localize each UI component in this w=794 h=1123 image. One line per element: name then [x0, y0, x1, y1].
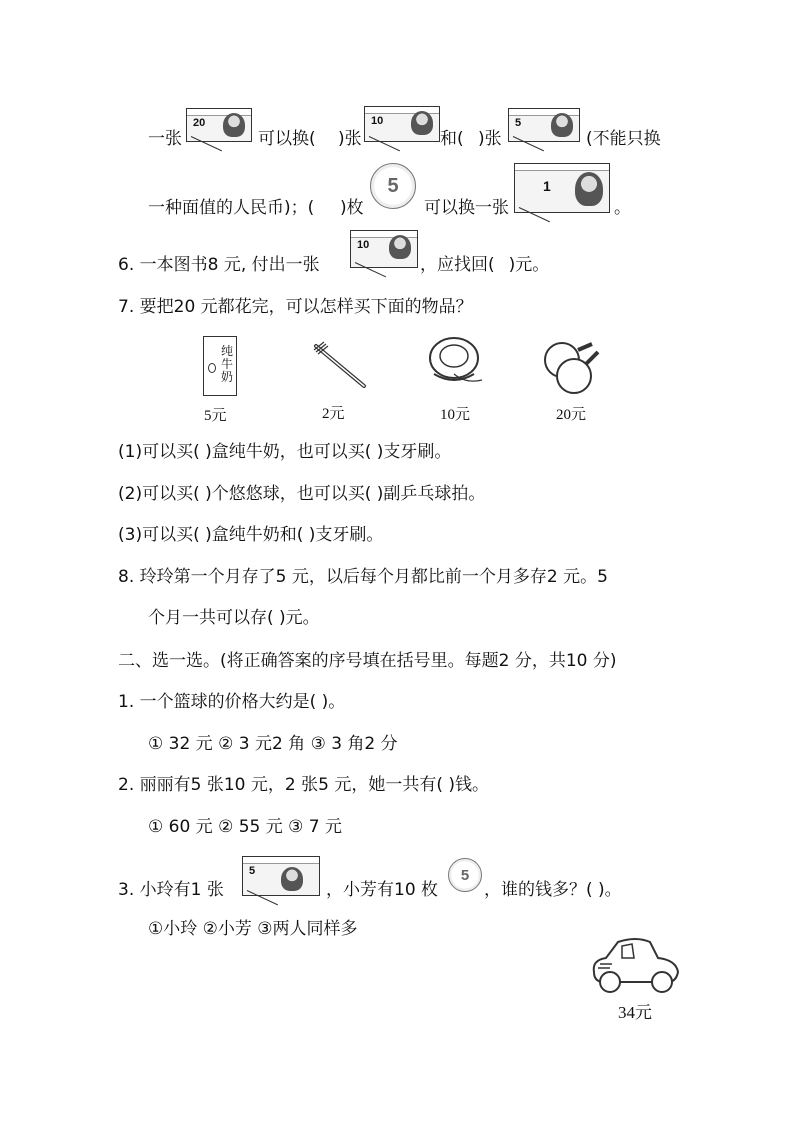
price-label: 20元	[556, 407, 587, 423]
price-label: 2元	[322, 406, 345, 422]
text-line: )张	[478, 129, 502, 149]
banknote-5-image: 5	[508, 108, 580, 142]
banknote-20-image: 20	[186, 108, 252, 142]
portrait-icon	[411, 111, 433, 135]
portrait-icon	[281, 867, 303, 891]
portrait-icon	[575, 172, 603, 206]
toothbrush-image	[310, 340, 370, 392]
car-price-label: 34元	[618, 1003, 652, 1022]
price-label: 5元	[204, 408, 227, 424]
question-8-cont: 个月一共可以存( )元。	[148, 608, 320, 628]
text-line: )枚	[340, 198, 364, 218]
text-line: )张	[338, 129, 362, 149]
banknote-1-image: 1	[514, 163, 610, 213]
banknote-10-image: 10	[350, 230, 418, 268]
text-line: 一张	[148, 129, 182, 149]
portrait-icon	[551, 113, 573, 137]
section-heading: 二、选一选。(将正确答案的序号填在括号里。每题2 分，共10 分)	[118, 651, 617, 671]
banknote-10-image: 10	[364, 106, 440, 142]
choice-options-1: ① 32 元 ② 3 元2 角 ③ 3 角2 分	[148, 734, 398, 754]
choice-question-1: 1. 一个篮球的价格大约是( )。	[118, 692, 346, 712]
choice-question-2: 2. 丽丽有5 张10 元，2 张5 元，她一共有( )钱。	[118, 775, 490, 795]
coin-5-jiao-image: 5	[448, 858, 482, 892]
text-line: 可以换(	[258, 129, 316, 149]
choice-options-2: ① 60 元 ② 55 元 ③ 7 元	[148, 817, 343, 837]
choice-options-3: ①小玲 ②小芳 ③两人同样多	[148, 919, 358, 939]
question-7-2: (2)可以买( )个悠悠球，也可以买( )副乒乓球拍。	[118, 484, 486, 504]
text-line: 和(	[440, 129, 464, 149]
ping-pong-paddles-image	[536, 340, 604, 398]
question-7-3: (3)可以买( )盒纯牛奶和( )支牙刷。	[118, 525, 384, 545]
question-6: 6. 一本图书8 元, 付出一张	[118, 255, 320, 275]
text-line: (不能只换	[586, 129, 661, 149]
text-line: 可以换一张	[424, 198, 509, 218]
question-8: 8. 玲玲第一个月存了5 元，以后每个月都比前一个月多存2 元。5	[118, 567, 608, 587]
question-7-1: (1)可以买( )盒纯牛奶，也可以买( )支牙刷。	[118, 442, 452, 462]
text-line: ，小芳有10 枚	[326, 880, 439, 900]
milk-carton-image: 纯 牛 奶	[203, 336, 237, 396]
price-label: 10元	[440, 407, 471, 423]
text-line: ，谁的钱多？( )。	[484, 880, 622, 900]
coin-5-jiao-image: 5	[370, 163, 416, 209]
yoyo-image	[426, 334, 488, 394]
text-line: 。	[614, 198, 631, 218]
question-7: 7. 要把20 元都花完，可以怎样买下面的物品？	[118, 297, 473, 317]
choice-question-3: 3. 小玲有1 张	[118, 880, 224, 900]
portrait-icon	[223, 113, 245, 137]
text-line: 一种面值的人民币)；(	[148, 198, 315, 218]
portrait-icon	[389, 235, 411, 259]
toy-car-image	[588, 936, 684, 994]
banknote-5-image: 5	[242, 856, 320, 896]
text-line: ，应找回( )元。	[420, 255, 550, 275]
